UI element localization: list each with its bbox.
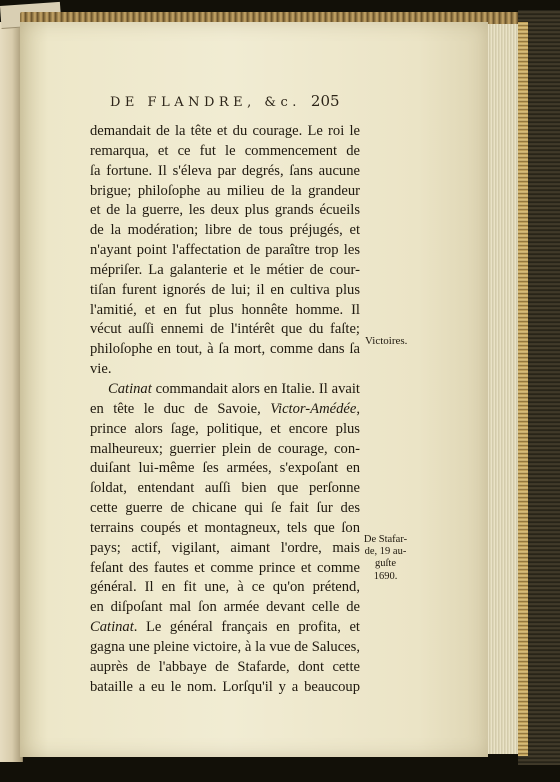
page-number: 205 bbox=[310, 92, 340, 110]
margin-note-line: 1690. bbox=[373, 570, 398, 582]
gilt-page-edge bbox=[518, 22, 528, 756]
text-line bbox=[90, 618, 360, 638]
text-line: philoſophe en tout, à ſa mort, comme dans ſa bbox=[90, 341, 360, 358]
text-line: remarqua, et ce fut le commencement de bbox=[90, 142, 360, 159]
italic-name: Catinat bbox=[90, 619, 134, 636]
body-text bbox=[90, 122, 360, 697]
text-line: ſoldat, entendant auſſi bien que perſonne bbox=[90, 480, 360, 497]
margin-note-victoires: Victoires. bbox=[365, 335, 408, 347]
text-line: cette guerre de chicane qui ſe fait ſur des bbox=[90, 500, 360, 517]
margin-note-stafarde bbox=[363, 534, 408, 583]
text-line: n'ayant point l'affectation de paraître trop les bbox=[90, 242, 360, 259]
paragraph-start-line bbox=[90, 380, 360, 400]
text-line bbox=[90, 400, 360, 420]
text-line: en diſpoſant mal ſon armée devant celle de bbox=[90, 599, 360, 616]
margin-note-line: de, 19 au- bbox=[364, 546, 407, 558]
text-line: et de la guerre, les deux plus grands écueils bbox=[90, 202, 360, 219]
text-line: mépriſer. La galanterie et le métier de cour- bbox=[90, 261, 360, 278]
margin-note-line: De Stafar- bbox=[363, 534, 408, 545]
text-fragment: , bbox=[356, 400, 360, 417]
text-line: gagna une pleine victoire, à la vue de Saluces, bbox=[90, 638, 360, 655]
text-line: l'amitié, et en fut plus honnête homme. Il bbox=[90, 301, 360, 318]
page-block-fore-edge bbox=[486, 24, 519, 754]
text-line: de la modération; libre de tous préjugés, et bbox=[90, 222, 360, 239]
text-line: duiſant lui-même ſes armées, s'expoſant en bbox=[90, 460, 360, 477]
italic-name: Catinat bbox=[108, 380, 152, 397]
margin-note-line: guſte bbox=[375, 558, 396, 570]
text-fragment: en tête le duc de Savoie, bbox=[90, 400, 271, 417]
text-line: brigue; philoſophe au milieu de la grandeur bbox=[90, 182, 360, 199]
text-line: tiſan furent ignorés de lui; il en cultiva plus bbox=[90, 281, 360, 298]
text-fragment: commandait alors en Italie. Il avait bbox=[151, 380, 360, 397]
text-line: bataille a eu le nom. Lorſqu'il y a beaucoup bbox=[90, 678, 360, 695]
text-line: vie. bbox=[90, 361, 112, 378]
text-line: pays; actif, vigilant, aimant l'ordre, mais bbox=[90, 539, 360, 556]
italic-name: Victor-Amédée bbox=[270, 400, 357, 417]
text-line: ſa fortune. Il s'éleva par degrés, ſans aucune bbox=[90, 162, 360, 179]
running-title bbox=[110, 95, 442, 110]
running-title-text: DE FLANDRE, &c. bbox=[110, 95, 301, 110]
text-fragment: . Le général français en profita, et bbox=[133, 619, 360, 636]
text-line: vécut auſſi ennemi de l'intérêt que du faſte; bbox=[90, 321, 360, 338]
text-line: général. Il en fit une, à ce qu'on prétend, bbox=[90, 579, 360, 596]
text-line: prince alors ſage, politique, et encore plus bbox=[90, 420, 360, 437]
text-line: auprès de l'abbaye de Stafarde, dont cette bbox=[90, 658, 360, 675]
text-line: feſant des fautes et comme prince et comme bbox=[90, 559, 360, 576]
text-line: terrains coupés et montagneux, tels que ſon bbox=[90, 519, 360, 536]
text-line: demandait de la tête et du courage. Le roi le bbox=[90, 123, 360, 139]
text-line: malheureux; guerrier plein de courage, con- bbox=[90, 440, 360, 457]
